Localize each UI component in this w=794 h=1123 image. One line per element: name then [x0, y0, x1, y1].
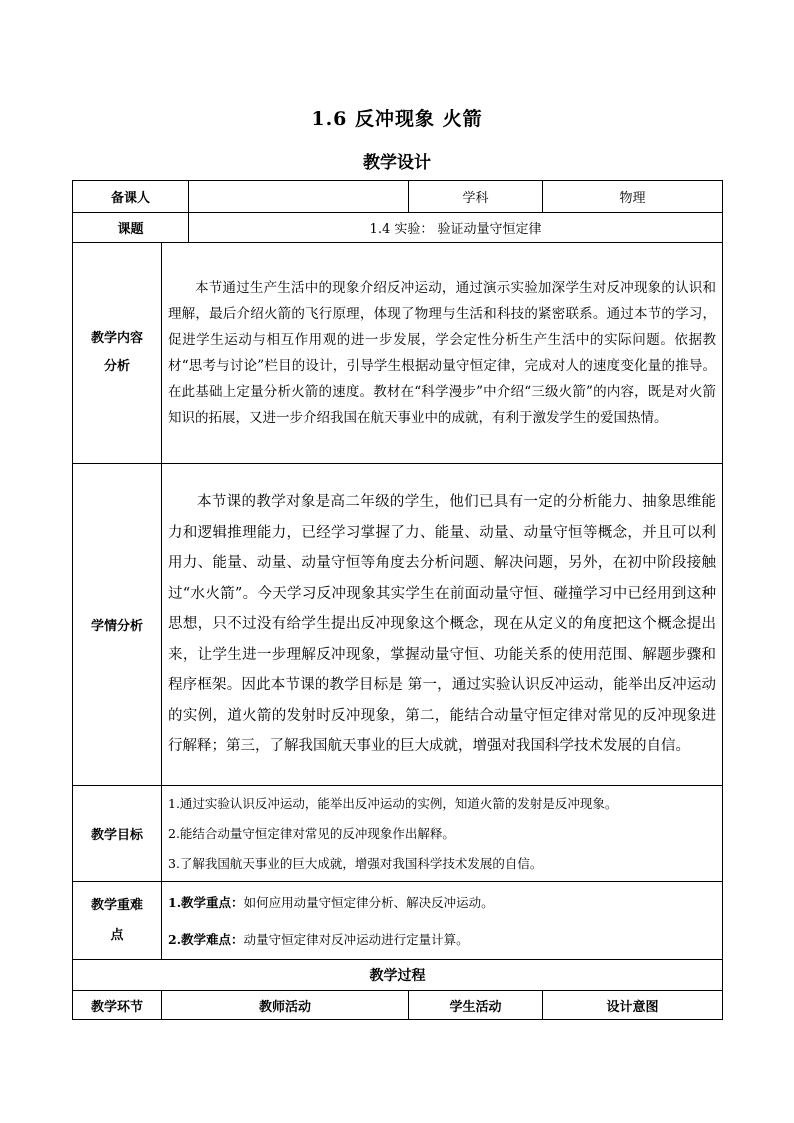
goal-item: 3.了解我国航天事业的巨大成就，增强对我国科学技术发展的自信。: [168, 855, 543, 871]
student-analysis-label: 学情分析: [73, 464, 162, 786]
process-header-student: 学生活动: [409, 991, 543, 1020]
content-analysis-label: [73, 243, 162, 464]
teaching-goals-cell: [162, 786, 723, 882]
lesson-plan-table: [72, 180, 723, 1020]
subject-value: 物理: [543, 181, 723, 213]
topic-value: 1.4 实验： 验证动量守恒定律: [189, 213, 723, 243]
content-analysis-label-line2: 分析: [103, 359, 130, 374]
key-points-label: [73, 882, 162, 960]
key-point-text: 如何应用动量守恒定律分析、解决反冲运动。: [243, 894, 494, 910]
process-header-teacher: 教师活动: [162, 991, 409, 1020]
key-point-label: 1.教学重点：: [168, 894, 244, 910]
process-title: 教学过程: [73, 960, 723, 991]
difficult-point-label: 2.教学难点：: [168, 931, 244, 947]
student-analysis-cell: [162, 464, 723, 786]
preparer-value: [189, 181, 409, 213]
subject-label: 学科: [409, 181, 543, 213]
key-points-cell: [162, 882, 723, 960]
process-header-stage: 教学环节: [73, 991, 162, 1020]
goal-item: 1.通过实验认识反冲运动，能举出反冲运动的实例，知道火箭的发射是反冲现象。: [168, 795, 618, 811]
student-analysis-text: 本节课的教学对象是高二年级的学生，他们已具有一定的分析能力、抽象思维能力和逻辑推理能力，已经学习掌握了力、能量、动量、动量守恒等概念，并且可以利用力、能量、动量、动量守恒等角度去分析问题、解决问题，另外，在初中阶段接触过“水火箭”。今天学习反冲现象其实学生在前面动量守恒、碰撞学习中已经用到这种思想，只不过没有给学生提出反冲现象这个概念，现在从定义的角度把这个概念提出来，让学生进一步理解反冲现象，掌握动量守恒、功能关系的使用范围、解题步骤和程序框架。因此本节课的教学目标是 第一，通过实验认识反冲运动，能举出反冲运动的实例，道火箭的发射时反冲现象，第二，能结合动量守恒定律对常见的反冲现象进行解释；第三，了解我国航天事业的巨大成就，增强对我国科学技术发展的自信。: [168, 494, 717, 755]
difficult-point-line: [168, 921, 716, 958]
key-points-label-line1: 教学重难: [90, 897, 143, 913]
process-header-intent: 设计意图: [543, 991, 723, 1020]
topic-label: 课题: [73, 213, 189, 243]
document-title: 1.6 反冲现象 火箭: [311, 108, 483, 130]
teaching-goals-label: 教学目标: [73, 786, 162, 882]
key-points-row: [73, 882, 723, 960]
key-point-line: [168, 884, 716, 921]
student-analysis-row: [73, 464, 723, 786]
process-title-row: [73, 960, 723, 991]
teaching-goals-row: [73, 786, 723, 882]
document-subtitle: 教学设计: [363, 153, 431, 173]
goal-item: 2.能结合动量守恒定律对常见的反冲现象作出解释。: [168, 825, 455, 841]
difficult-point-text: 动量守恒定律对反冲运动进行定量计算。: [243, 931, 469, 947]
process-header-row: [73, 991, 723, 1020]
preparer-row: [73, 181, 723, 213]
preparer-label: 备课人: [73, 181, 189, 213]
content-analysis-text: 本节通过生产生活中的现象介绍反冲运动，通过演示实验加深学生对反冲现象的认识和理解，最后介绍火箭的飞行原理，体现了物理与生活和科技的紧密联系。通过本节的学习，促进学生运动与相互作用观的进一步发展，学会定性分析生产生活中的实际问题。依据教材“思考与讨论”栏目的设计，引导学生根据动量守恒定律，完成对人的速度变化量的推导。在此基础上定量分析火箭的速度。教材在“科学漫步”中介绍“三级火箭”的内容，既是对火箭知识的拓展，又进一步介绍我国在航天事业中的成就，有利于激发学生的爱国热情。: [168, 280, 717, 426]
key-points-label-line2: 点: [110, 927, 124, 943]
content-analysis-cell: [162, 243, 723, 464]
content-analysis-label-line1: 教学内容: [90, 331, 143, 346]
content-analysis-row: [73, 243, 723, 464]
topic-row: [73, 213, 723, 243]
